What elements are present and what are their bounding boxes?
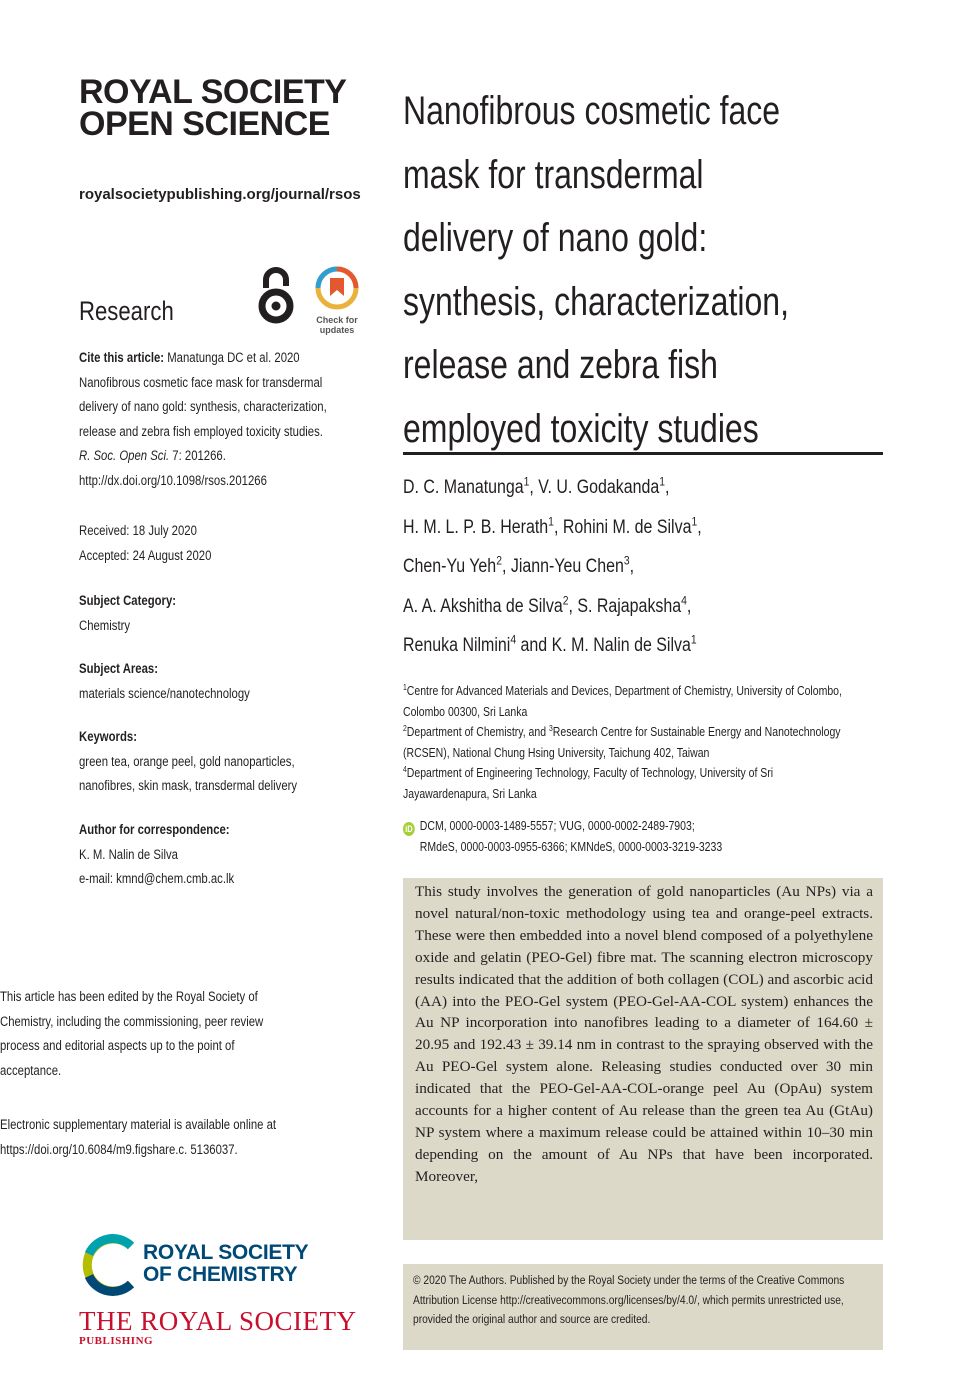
orcid-block: iD DCM, 0000-0003-1489-5557; VUG, 0000-0002-2489-7903; RMdeS, 0000-0003-0955-6366; KMNdeS, 0000-0003-3219-3233 bbox=[403, 816, 722, 857]
dates-block: Received: 18 July 2020 Accepted: 24 August 2020 bbox=[79, 523, 212, 563]
subject-category: Subject Category: Chemistry bbox=[79, 593, 177, 633]
paper-title: Nanofibrous cosmetic face mask for transdermal delivery of nano gold: synthesis, characterization, release and zebra fish employed toxicity studies bbox=[403, 89, 789, 451]
abstract-box bbox=[403, 878, 883, 1240]
royal-society-publishing-logo: THE ROYAL SOCIETY PUBLISHING bbox=[79, 1306, 357, 1347]
author-list: D. C. Manatunga$^1$, V. U. Godakanda$^1$, H. M. L. P. B. Herath$^1$, Rohini M. de Silva$^1$, Chen-Yu Yeh$^2$, Jiann-Yeu Chen$^3$, A. A. Akshitha de Silva$^2$, S. Rajapaksha$^4$, Renuka Nilmini$^4$ and K. M. Nalin de Silva$^1$ bbox=[403, 474, 702, 656]
check-updates-ring-icon bbox=[314, 266, 360, 310]
subject-areas: Subject Areas: materials science/nanotechnology bbox=[79, 661, 250, 701]
edited-note: This article has been edited by the Royal Society of Chemistry, including the commissioning, peer review process and editorial aspects up to the point of acceptance. bbox=[0, 989, 264, 1078]
check-updates-label: Check for updates bbox=[316, 315, 358, 335]
journal-title: ROYAL SOCIETY OPEN SCIENCE bbox=[79, 73, 347, 143]
citation-block: Cite this article: Manatunga DC et al. 2020 Nanofibrous cosmetic face mask for transdermal delivery of nano gold: synthesis, characterization, release and zebra fish employed toxicity studies. R. Soc. Open Sci. 7: 201266. http://dx.doi.org/10.1098/rsos.201266 bbox=[79, 346, 327, 494]
correspondence: Author for correspondence: K. M. Nalin de Silva e-mail: kmnd@chem.cmb.ac.lk bbox=[79, 818, 234, 892]
check-for-updates-icon[interactable] bbox=[314, 266, 360, 335]
journal-url[interactable]: royalsocietypublishing.org/journal/rsos bbox=[79, 186, 361, 203]
open-access-icon bbox=[254, 266, 298, 324]
title-divider bbox=[403, 452, 883, 455]
abstract-text: This study involves the generation of gold nanoparticles (Au NPs) via a novel natural/non-toxic methodology using tea and orange-peel extracts. These were then embedded into a novel blend composed of a polyethylene oxide and gelatin (PEO-Gel) fibre mat. The scanning electron microscopy results indicated that the addition of both collagen (COL) and ascorbic acid (AA) into the PEO-Gel system (PEO-Gel-AA-COL system) enhances the Au NP incorporation into nanofibres leading to a diameter of 164.60 ± 20.95 and 192.43 ± 39.14 nm in contrast to the spraying observed with the Au PEO-Gel system alone. Releasing studies conducted over 30 min indicated that the PEO-Gel-AA-COL-orange peel Au (OpAu) system accounts for a higher content of Au release than the green tea Au (GtAu) NP system where a maximum release could be attained within 10–30 min depending on the amount of Au NPs that have been incorporated. Moreover, bbox=[415, 883, 873, 1185]
email-link[interactable]: e-mail: kmnd@chem.cmb.ac.lk bbox=[79, 871, 235, 887]
supplementary-note: Electronic supplementary material is available online at https://doi.org/10.6084/m9.figshare.c. 5136037. bbox=[0, 1117, 277, 1157]
rsc-logo-line1: ROYAL SOCIETY bbox=[143, 1241, 309, 1264]
affiliations: $^1$Centre for Advanced Materials and Devices, Department of Chemistry, University of Colombo, Colombo 00300, Sri Lanka $^2$Department of Chemistry, and $^3$Research Centre for Sustainable Energy and Nanotechnology (RCSEN), National Chung Hsing University, Taichung 402, Taiwan $^4$Department of Engineering Technology, Faculty of Technology, University of Sri Jayawardenapura, Sri Lanka bbox=[403, 682, 842, 801]
license-text: © 2020 The Authors. Published by the Royal Society under the terms of the Creative Commons Attribution License http://creativecommons.org/licenses/by/4.0/, which permits unrestricted use, provided the original author and source are credited. bbox=[413, 1273, 845, 1327]
orcid-icon[interactable]: iD bbox=[403, 822, 415, 836]
rsc-c-icon bbox=[79, 1234, 141, 1296]
rsc-logo: ROYAL SOCIETY OF CHEMISTRY bbox=[79, 1232, 349, 1302]
research-label: Research bbox=[79, 296, 174, 326]
license-box bbox=[403, 1264, 883, 1350]
doi-link[interactable]: http://dx.doi.org/10.1098/rsos.201266 bbox=[79, 472, 267, 488]
keywords: Keywords: green tea, orange peel, gold nanoparticles, nanofibres, skin mask, transdermal delivery bbox=[79, 729, 298, 794]
